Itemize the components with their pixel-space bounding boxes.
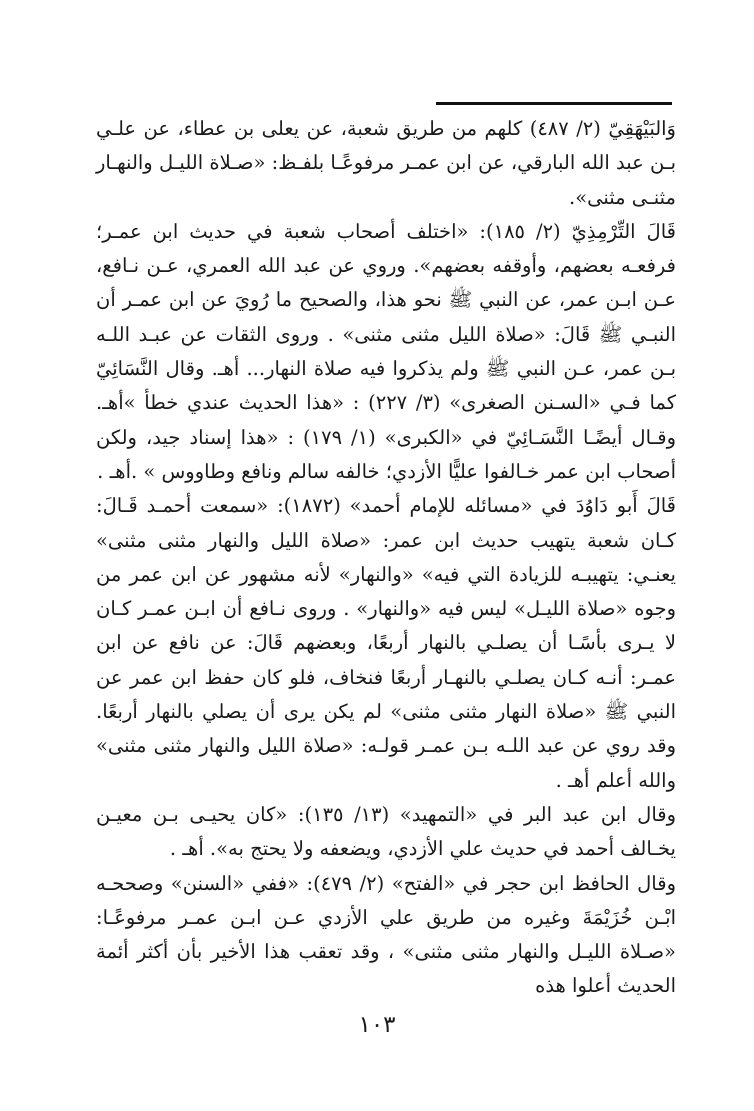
paragraph-ibn-abd-al-barr: وقال ابن عبد البر في «التمهيد» (١٣/ ١٣٥): «كان يحيـى بـن معيـن يخـالف أحمد في حديث علي الأزدي، ويضعفه ولا يحتج به». أهـ . (96, 802, 676, 861)
paragraph-ibn-hajar: وقال الحافظ ابن حجر في «الفتح» (٢/ ٤٧٩): «ففي «السنن» وصححـه ابْـن خُزَيْمَةَ وغيره من طريق علي الأزدي عـن ابـن عمـر مرفوعًـا: «صـلاة الليـل والنهار مثنى مثنى» ، وقد تعقب هذا الأخير بأن أكثر أئمة الحديث أعلوا هذه (96, 871, 676, 998)
paragraph-bayhaqi: وَالبَيْهَقِيّ (٢/ ٤٨٧) كلهم من طريق شعبة، عن يعلى بن عطاء، عن علـي بـن عبد الله البارقي، عن ابن عمـر مرفوعًـا بلفـظ: «صـلاة الليـل والنهـار مثنـى مثنى». (96, 117, 676, 209)
footnote-separator-rule (436, 102, 672, 105)
footnote-text-block (96, 112, 676, 1004)
paragraph-tirmidhi: قَالَ التِّرْمِذِيّ (٢/ ١٨٥): «اختلف أصحاب شعبة في حديث ابن عمـر؛ فرفعـه بعضهم، وأوقفه بعضهم». وروي عن عبد الله العمري، عـن نـافع، عـن ابـن عمر، عن النبي ﷺ نحو هذا، والصحيح ما رُويَ عن ابن عمـر أن النبـي ﷺ قَالَ: «صلاة الليل مثنى مثنى» . وروى الثقات عن عبـد اللـه بـن عمر، عـن النبي ﷺ ولم يذكروا فيه صلاة النهار... أهـ. وقال النَّسَائِيّ كما فـي «السـنن الصغرى» (٣/ ٢٢٧) : «هذا الحديث عندي خطأ »أهـ. وقـال أيضًـا النَّسَـائِيّ في «الكبرى» (١/ ١٧٩) : «هذا إسناد جيد، ولكن أصحاب ابن عمر خـالفوا عليًّا الأزدي؛ خالفه سالم ونافع وطاووس » .أهـ . (96, 219, 676, 483)
page-number: ١٠٣ (358, 1012, 396, 1038)
paragraph-abu-dawud: قَالَ أَبو دَاوُدَ في «مسائله للإمام أحمد» (١٨٧٢): «سمعت أحمـد قَـالَ: كـان شعبة يتهيب حديث ابن عمر: «صلاة الليل والنهار مثنى مثنى» يعنـي: يتهيبـه للزيادة التي فيه» «والنهار» لأنه مشهور عن ابن عمر من وجوه «صلاة الليـل» ليس فيه «والنهار» . وروى نـافع أن ابـن عمـر كـان لا يـرى بأسًـا أن يصلـي بالنهار أربعًا، وبعضهم قَالَ: عن نافع عن ابن عمـر: أنـه كـان يصلـي بالنهـار أربعًا فنخاف، فلو كان حفظ ابن عمر عن النبي ﷺ «صلاة النهار مثنى مثنى» لم يكن يرى أن يصلي بالنهار أربعًا. وقد روي عن عبد اللـه بـن عمـر قولـه: «صلاة الليل والنهار مثنى مثنى» والله أعلم أهـ . (96, 494, 677, 792)
